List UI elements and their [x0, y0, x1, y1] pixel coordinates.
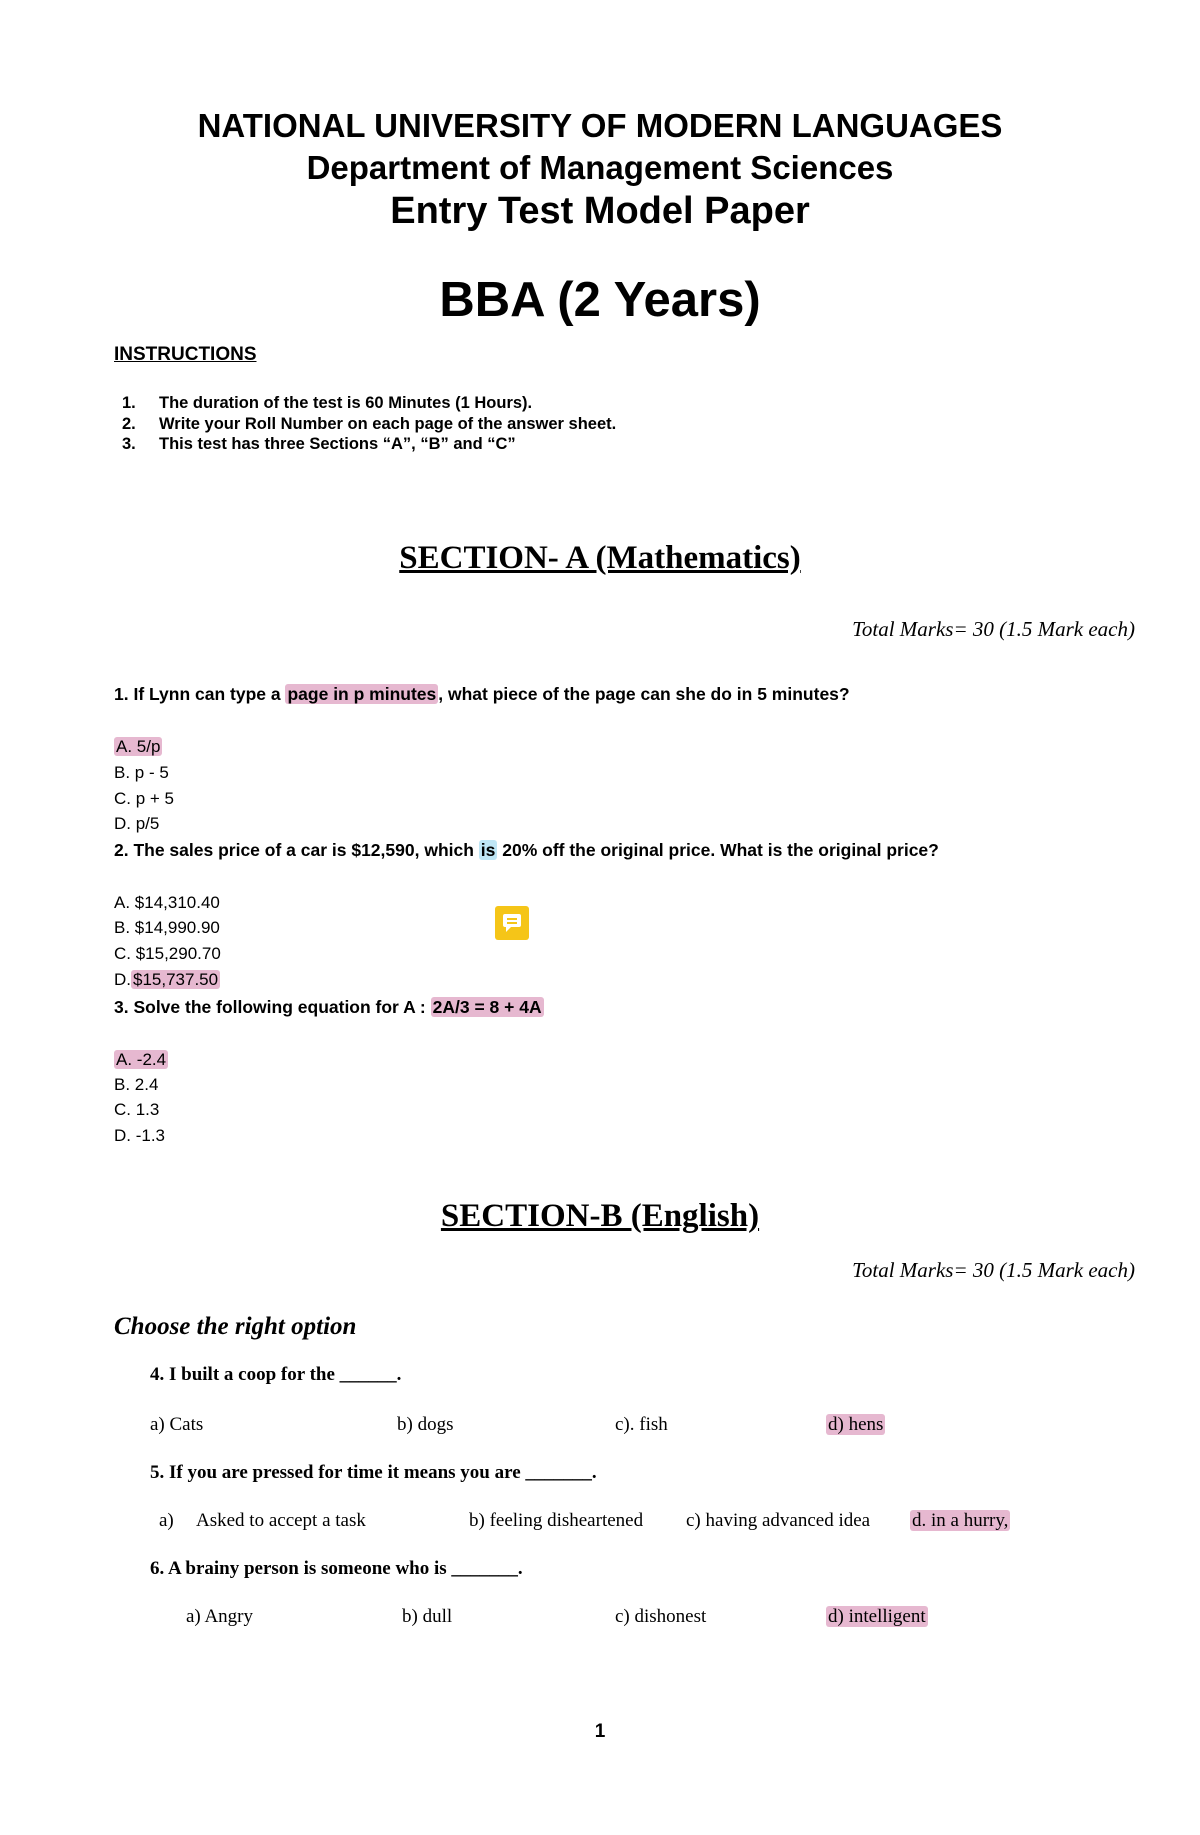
instruction-number: 2.	[122, 415, 136, 433]
option-q3-d: D. -1.3	[114, 1126, 166, 1145]
instructions-heading: INSTRUCTIONS	[114, 344, 257, 365]
page-number: 1	[594, 1721, 606, 1742]
instruction-item	[122, 394, 532, 413]
question-2	[114, 840, 939, 861]
option-q4-b: b) dogs	[397, 1414, 454, 1435]
selected-answer: d) hens	[828, 1414, 884, 1435]
instruction-text: Write your Roll Number on each page of the answer sheet.	[159, 415, 617, 433]
question-text: , what piece of the page can she do in 5 minutes?	[438, 684, 850, 704]
selected-answer: d. in a hurry,	[912, 1510, 1009, 1531]
question-text: 1. If Lynn can type a	[114, 684, 286, 704]
section-b-marks: Total Marks= 30 (1.5 Mark each)	[852, 1258, 1135, 1282]
option-q2-d	[114, 970, 220, 990]
option-q3-a	[114, 1050, 168, 1070]
instruction-number: 1.	[122, 394, 136, 412]
selected-answer: d) intelligent	[828, 1606, 926, 1627]
option-q1-c: C. p + 5	[114, 789, 175, 808]
option-q5-b: b) feeling disheartened	[469, 1510, 644, 1531]
option-q6-d	[826, 1606, 928, 1628]
option-q5-d	[910, 1510, 1010, 1532]
selected-answer: A. -2.4	[116, 1050, 167, 1069]
selected-answer: A. 5/p	[116, 737, 161, 756]
question-5: 5. If you are pressed for time it means you are _______.	[150, 1462, 597, 1483]
highlighted-text: 2A/3 = 8 + 4A	[432, 997, 542, 1017]
option-q6-a: a) Angry	[186, 1606, 254, 1627]
option-q1-d: D. p/5	[114, 814, 160, 833]
option-q3-c: C. 1.3	[114, 1100, 160, 1119]
option-q2-a: A. $14,310.40	[114, 893, 220, 912]
option-q6-b: b) dull	[402, 1606, 453, 1627]
question-6: 6. A brainy person is someone who is _______.	[150, 1558, 523, 1579]
instruction-item	[122, 435, 516, 454]
option-q2-b: B. $14,990.90	[114, 918, 220, 937]
highlighted-text: is	[480, 840, 496, 860]
selected-answer: $15,737.50	[133, 970, 219, 989]
instruction-text: This test has three Sections “A”, “B” and “C”	[159, 435, 516, 453]
section-b-instruction: Choose the right option	[114, 1313, 357, 1340]
option-q3-b: B. 2.4	[114, 1075, 159, 1094]
university-name: NATIONAL UNIVERSITY OF MODERN LANGUAGES	[197, 107, 1003, 144]
option-q4-c: c). fish	[615, 1414, 668, 1435]
program-title: BBA (2 Years)	[439, 273, 761, 327]
section-a-title: SECTION- A (Mathematics)	[399, 540, 801, 576]
question-text: 3. Solve the following equation for A :	[114, 997, 431, 1017]
option-q4-d	[826, 1414, 885, 1436]
question-1	[114, 684, 850, 705]
instruction-number: 3.	[122, 435, 136, 453]
section-a-marks: Total Marks= 30 (1.5 Mark each)	[852, 617, 1135, 641]
option-q5-a: Asked to accept a task	[196, 1510, 366, 1531]
option-q5-c: c) having advanced idea	[686, 1510, 871, 1531]
option-letter: D.	[114, 970, 131, 989]
comment-icon[interactable]	[495, 906, 529, 940]
instruction-text: The duration of the test is 60 Minutes (1 Hours).	[159, 394, 533, 412]
instruction-item	[122, 415, 616, 434]
option-q4-a: a) Cats	[150, 1414, 204, 1435]
option-q2-c: C. $15,290.70	[114, 944, 221, 963]
option-q6-c: c) dishonest	[615, 1606, 707, 1627]
option-q1-b: B. p - 5	[114, 763, 169, 782]
department-name: Department of Management Sciences	[306, 149, 894, 186]
highlighted-text: page in p minutes	[287, 684, 437, 704]
paper-title: Entry Test Model Paper	[390, 190, 810, 232]
question-3	[114, 997, 544, 1018]
question-4: 4. I built a coop for the ______.	[150, 1364, 402, 1385]
question-text: 2. The sales price of a car is $12,590, which	[114, 840, 479, 860]
section-b-title: SECTION-B (English)	[440, 1198, 760, 1234]
option-q1-a	[114, 737, 162, 757]
question-text: 20% off the original price. What is the original price?	[497, 840, 939, 860]
option-q5-a-letter: a)	[159, 1510, 174, 1531]
